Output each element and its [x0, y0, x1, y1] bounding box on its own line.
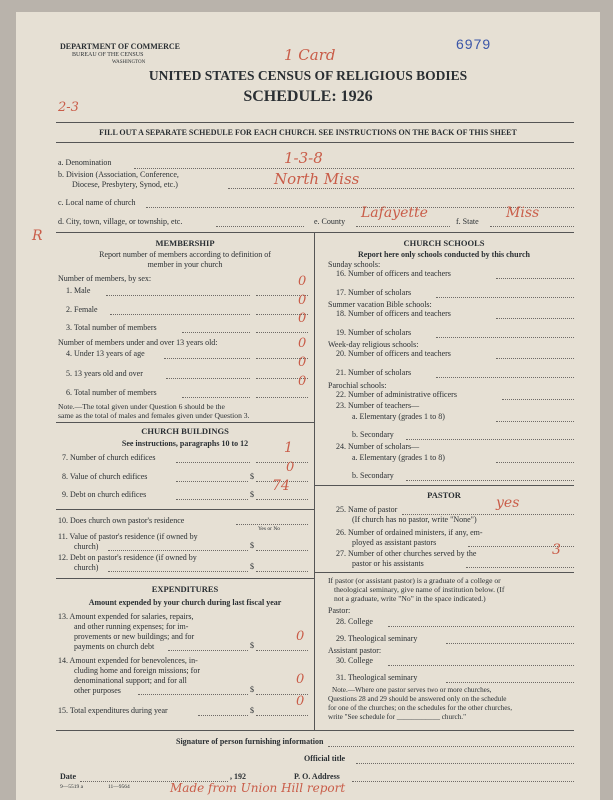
q4-label: 4. Under 13 years of age	[66, 349, 145, 358]
college-note-2: theological seminary, give name of institution below. (If	[334, 585, 505, 594]
q8-dollar: $	[250, 472, 254, 481]
q24b-label: b. Secondary	[352, 471, 394, 480]
q27-value[interactable]: 3	[552, 542, 561, 558]
schools-title: CHURCH SCHOOLS	[403, 238, 485, 248]
q30-label: 30. College	[336, 656, 373, 665]
q13-value[interactable]: 0	[296, 629, 305, 644]
handwritten-margin-code: 2-3	[58, 100, 79, 115]
q20-label: 20. Number of officers and teachers	[336, 349, 451, 358]
q14-line-2: cluding home and foreign missions; for	[74, 666, 200, 675]
department-label: DEPARTMENT OF COMMERCE	[60, 42, 181, 51]
q13-line-4: payments on church debt	[74, 642, 155, 651]
q2-value[interactable]: 0	[298, 293, 307, 308]
denomination-label: a. Denomination	[58, 158, 112, 167]
division-label-2: Diocese, Presbytery, Synod, etc.)	[72, 180, 178, 189]
po-address-label: P. O. Address	[294, 772, 340, 781]
pastor-note-1: Note.—Where one pastor serves two or more churches,	[332, 686, 492, 694]
q13-line-3: provements or new buildings; and for	[74, 632, 195, 641]
q25-note: (If church has no pastor, write "None")	[352, 515, 477, 524]
q2-label: 2. Female	[66, 305, 98, 314]
signature-label: Signature of person furnishing information	[176, 737, 324, 746]
schools-sub: Report here only schools conducted by this church	[358, 250, 530, 259]
q15-value[interactable]: 0	[296, 694, 305, 709]
q5-value[interactable]: 0	[298, 355, 307, 370]
pastor-sub-label: Pastor:	[328, 606, 351, 615]
q11-label-2: church)	[74, 542, 99, 551]
q25-label: 25. Name of pastor	[336, 505, 398, 514]
q13-line-1: 13. Amount expended for salaries, repairs,	[58, 612, 194, 621]
q31-label: 31. Theological seminary	[336, 673, 418, 682]
serial-number: 6979	[456, 36, 492, 52]
form-number-1: 9—5519 a	[60, 784, 84, 790]
q14-line-4: other purposes	[74, 686, 121, 695]
local-name-label: c. Local name of church	[58, 198, 136, 207]
q5-label: 5. 13 years old and over	[66, 369, 143, 378]
q3-label: 3. Total number of members	[66, 323, 157, 332]
sunday-schools-label: Sunday schools:	[328, 260, 381, 269]
bureau-label: BUREAU OF THE CENSUS	[72, 52, 144, 58]
membership-title: MEMBERSHIP	[155, 238, 215, 248]
q8-label: 8. Value of church edifices	[62, 472, 148, 481]
division-value[interactable]: North Miss	[274, 170, 360, 188]
q12-dollar: $	[250, 562, 254, 571]
instruction-banner: FILL OUT A SEPARATE SCHEDULE FOR EACH CHURCH. SEE INSTRUCTIONS ON THE BACK OF THIS SHEET	[99, 128, 517, 137]
q19-label: 19. Number of scholars	[336, 328, 412, 337]
q3-value[interactable]: 0	[298, 311, 307, 326]
buildings-sub: See instructions, paragraphs 10 to 12	[121, 439, 249, 448]
q12-label: 12. Debt on pastor's residence (if owned by	[58, 553, 197, 562]
q4-value[interactable]: 0	[298, 336, 307, 351]
expenditures-sub: Amount expended by your church during last fiscal year	[88, 598, 282, 607]
county-value[interactable]: Lafayette	[361, 205, 428, 221]
q13-line-2: and other running expenses; for im-	[74, 622, 189, 631]
membership-sub1: Report number of members according to definition of	[99, 250, 271, 259]
q14-value[interactable]: 0	[296, 672, 305, 687]
q7-value[interactable]: 1	[284, 440, 293, 456]
q14-line-1: 14. Amount expended for benevolences, in-	[58, 656, 198, 665]
form-subtitle: SCHEDULE: 1926	[243, 88, 373, 105]
year-label: , 192	[230, 772, 246, 781]
q26-label: 26. Number of ordained ministers, if any, em-	[336, 528, 483, 537]
pastor-note-2: Questions 28 and 29 should be answered only on the schedule	[328, 695, 507, 703]
handwritten-card-note: 1 Card	[284, 46, 336, 64]
pastor-note-4: write "See schedule for ____________ church."	[328, 713, 467, 721]
division-label: b. Division (Association, Conference,	[58, 170, 179, 179]
age-label: Number of members under and over 13 years old:	[58, 338, 218, 347]
membership-sub2: member in your church	[147, 260, 223, 269]
q11-label: 11. Value of pastor's residence (if owned by	[58, 532, 198, 541]
college-note-3: not a graduate, write "No" in the space indicated.)	[334, 594, 486, 603]
q27-label: 27. Number of other churches served by the	[336, 549, 477, 558]
q21-label: 21. Number of scholars	[336, 368, 412, 377]
q23b-label: b. Secondary	[352, 430, 394, 439]
membership-note-2: same as the total of males and females given under Question 3.	[58, 411, 250, 420]
denomination-value[interactable]: 1-3-8	[284, 149, 323, 167]
date-label: Date	[60, 772, 76, 781]
expenditures-title: EXPENDITURES	[151, 584, 219, 594]
handwritten-footer-note: Made from Union Hill report	[170, 781, 346, 795]
county-label: e. County	[314, 217, 346, 226]
q14-dollar: $	[250, 685, 254, 694]
q16-label: 16. Number of officers and teachers	[336, 269, 451, 278]
q14-line-3: denominational support; and for all	[74, 676, 187, 685]
q24-label: 24. Number of scholars—	[336, 442, 420, 451]
q9-label: 9. Debt on church edifices	[62, 490, 147, 499]
handwritten-margin-r: R	[32, 228, 43, 244]
buildings-title: CHURCH BUILDINGS	[141, 426, 229, 436]
q12-label-2: church)	[74, 563, 99, 572]
q13-dollar: $	[250, 641, 254, 650]
q15-dollar: $	[250, 706, 254, 715]
weekday-schools-label: Week-day religious schools:	[328, 340, 419, 349]
form-number-2: 11—9564	[108, 784, 130, 790]
pastor-title: PASTOR	[427, 490, 461, 500]
q29-label: 29. Theological seminary	[336, 634, 418, 643]
q9-dollar: $	[250, 490, 254, 499]
yes-or-no-hint: Yes or No	[258, 526, 281, 532]
pastor-name-value[interactable]: yes	[496, 495, 520, 511]
pastor-note-3: for one of the churches; on the schedules for the other churches,	[328, 704, 513, 712]
parochial-schools-label: Parochial schools:	[328, 381, 387, 390]
q28-label: 28. College	[336, 617, 373, 626]
q23-label: 23. Number of teachers—	[336, 401, 420, 410]
form-title: UNITED STATES CENSUS OF RELIGIOUS BODIES	[148, 68, 468, 83]
q6-label: 6. Total number of members	[66, 388, 157, 397]
members-by-sex-label: Number of members, by sex:	[58, 274, 152, 283]
q17-label: 17. Number of scholars	[336, 288, 412, 297]
city-town-label: d. City, town, village, or township, etc.	[58, 217, 183, 226]
q23a-label: a. Elementary (grades 1 to 8)	[352, 412, 445, 421]
q15-label: 15. Total expenditures during year	[58, 706, 168, 715]
assistant-pastor-label: Assistant pastor:	[328, 646, 382, 655]
city-label: WASHINGTON	[112, 60, 146, 65]
q1-label: 1. Male	[66, 286, 91, 295]
state-label: f. State	[456, 217, 479, 226]
q7-label: 7. Number of church edifices	[62, 453, 156, 462]
q26-label-2: ployed as assistant pastors	[352, 538, 437, 547]
q8-value[interactable]: 0	[286, 460, 295, 475]
q9-value[interactable]: 74	[272, 478, 290, 494]
q24a-label: a. Elementary (grades 1 to 8)	[352, 453, 445, 462]
summer-schools-label: Summer vacation Bible schools:	[328, 300, 432, 309]
q27-label-2: pastor or his assistants	[352, 559, 424, 568]
membership-note-1: Note.—The total given under Question 6 should be the	[58, 402, 225, 411]
q10-label: 10. Does church own pastor's residence	[58, 516, 185, 525]
q18-label: 18. Number of officers and teachers	[336, 309, 451, 318]
q22-label: 22. Number of administrative officers	[336, 390, 457, 399]
official-title-label: Official title	[304, 754, 346, 763]
q6-value[interactable]: 0	[298, 374, 307, 389]
state-value[interactable]: Miss	[506, 205, 540, 221]
q1-value[interactable]: 0	[298, 274, 307, 289]
q11-dollar: $	[250, 541, 254, 550]
college-note-1: If pastor (or assistant pastor) is a graduate of a college or	[328, 576, 501, 585]
schedule-sheet	[16, 12, 600, 800]
